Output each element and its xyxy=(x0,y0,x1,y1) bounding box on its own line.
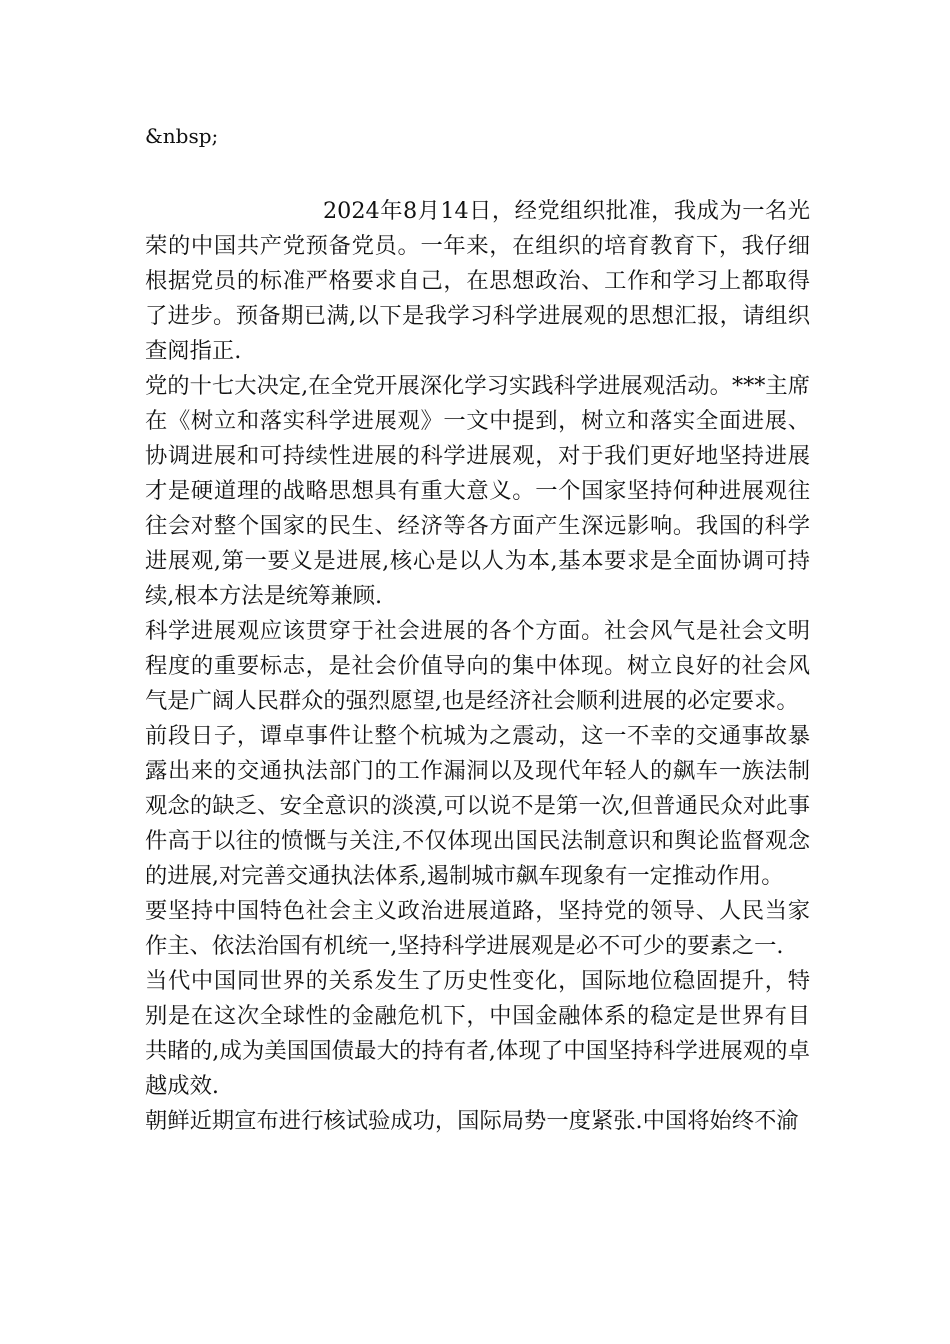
paragraph-scientific-outlook: 党的十七大决定,在全党开展深化学习实践科学进展观活动。***主席在《树立和落实科学进展观》一文中提到，树立和落实全面进展、协调进展和可持续性进展的科学进展观，对于我们更好地坚持进展才是硬道理的战略思想具有重大意义。一个国家坚持何种进展观往往会对整个国家的民生、经济等各方面产生深远影响。我国的科学进展观,第一要义是进展,核心是以人为本,基本要求是全面协调可持续,根本方法是统筹兼顾. xyxy=(145,373,810,609)
paragraph-traffic-incident: 前段日子，谭卓事件让整个杭城为之震动，这一不幸的交通事故暴露出来的交通执法部门的工作漏洞以及现代年轻人的飙车一族法制观念的缺乏、安全意识的淡漠,可以说不是第一次,但普通民众对此事件高于以往的愤慨与关注,不仅体现出国民法制意识和舆论监督观念的进展,对完善交通执法体系,遏制城市飙车现象有一定推动作用。 xyxy=(145,723,810,889)
paragraph-social-atmosphere: 科学进展观应该贯穿于社会进展的各个方面。社会风气是社会文明程度的重要标志，是社会价值导向的集中体现。树立良好的社会风气是广阔人民群众的强烈愿望,也是经济社会顺利进展的必定要求。 xyxy=(145,618,810,714)
paragraph-intro: 2024年8月14日，经党组织批准，我成为一名光荣的中国共产党预备党员。一年来，在组织的培育教育下，我仔细根据党员的标准严格要求自己，在思想政治、工作和学习上都取得了进步。预备期已满,以下是我学习科学进展观的思想汇报，请组织查阅指正. xyxy=(145,198,810,364)
document-body xyxy=(145,194,810,1139)
nbsp-entity-text: &nbsp; xyxy=(145,124,219,148)
paragraph-international-status: 当代中国同世界的关系发生了历史性变化，国际地位稳固提升，特别是在这次全球性的金融危机下，中国金融体系的稳定是世界有目共睹的,成为美国国债最大的持有者,体现了中国坚持科学进展观的卓越成效. xyxy=(145,968,810,1099)
paragraph-political-path: 要坚持中国特色社会主义政治进展道路，坚持党的领导、人民当家作主、依法治国有机统一,坚持科学进展观是必不可少的要素之一. xyxy=(145,898,810,959)
paragraph-nuclear-test: 朝鲜近期宣布进行核试验成功，国际局势一度紧张.中国将始终不渝 xyxy=(145,1108,799,1134)
